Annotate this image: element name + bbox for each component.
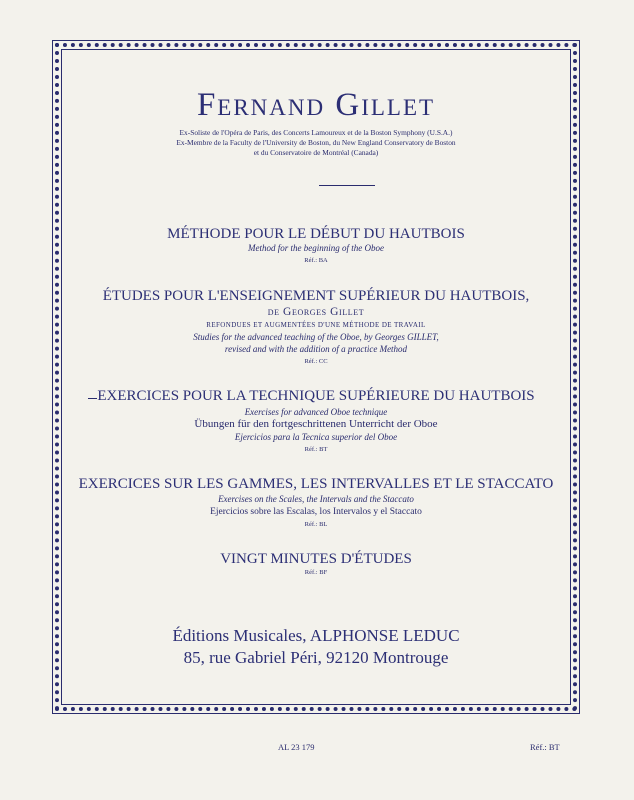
work-1-title: MÉTHODE POUR LE DÉBUT DU HAUTBOIS	[167, 226, 465, 242]
work-3-german: Übungen für den fortgeschrittenen Unterricht der Oboe	[194, 418, 438, 430]
author-bio-line-2: Ex-Membre de la Faculty de l'University de Boston, du New England Conservatory de Boston	[176, 138, 456, 147]
publisher-address: 85, rue Gabriel Péri, 92120 Montrouge	[183, 648, 449, 667]
work-1-ref: Réf.: BA	[304, 257, 328, 264]
work-2-editor: de Georges Gillet	[267, 306, 365, 318]
framed-content	[61, 49, 571, 705]
work-3-title: EXERCICES POUR LA TECHNIQUE SUPÉRIEURE DU HAUTBOIS	[97, 388, 535, 404]
work-5-ref: Réf.: BF	[304, 569, 328, 576]
work-5-title: VINGT MINUTES D'ÉTUDES	[220, 551, 412, 567]
author-bio-line-3: et du Conservatoire de Montréal (Canada)	[253, 148, 379, 157]
work-3-subtitle: Exercises for advanced Oboe technique	[244, 407, 388, 417]
work-2-ref: Réf.: CC	[304, 358, 328, 365]
work-4-subtitle: Exercises on the Scales, the Intervals and the Staccato	[218, 494, 414, 504]
work-3-ref: Réf.: BT	[304, 446, 328, 453]
work-4-spanish: Ejercicios sobre las Escalas, los Intervalos y el Staccato	[210, 507, 422, 517]
work-4-title: EXERCICES SUR LES GAMMES, LES INTERVALLES ET LE STACCATO	[78, 476, 554, 492]
work-2-caps-note: REFONDUES ET AUGMENTÉES D'UNE MÉTHODE DE TRAVAIL	[206, 321, 426, 329]
publisher-name: Éditions Musicales, ALPHONSE LEDUC	[172, 626, 460, 645]
footer-ref: Réf.: BT	[530, 742, 560, 752]
separator-rule	[319, 185, 375, 186]
work-2-subtitle-1: Studies for the advanced teaching of the Oboe, by Georges GILLET,	[193, 332, 439, 342]
work-3-spanish: Ejercicios para la Tecnica superior del Oboe	[234, 432, 398, 442]
work-2-title: ÉTUDES POUR L'ENSEIGNEMENT SUPÉRIEUR DU HAUTBOIS,	[102, 288, 530, 304]
author-bio-line-1: Ex-Soliste de l'Opéra de Paris, des Concerts Lamoureux et de la Boston Symphony (U.S.A.)	[179, 128, 453, 137]
catalog-number: AL 23 179	[278, 742, 315, 752]
work-4-ref: Réf.: BL	[304, 521, 328, 528]
work-1-subtitle: Method for the beginning of the Oboe	[248, 243, 384, 253]
work-2-subtitle-2: revised and with the addition of a practice Method	[224, 344, 408, 354]
author-name: Fernand Gillet	[196, 87, 436, 123]
